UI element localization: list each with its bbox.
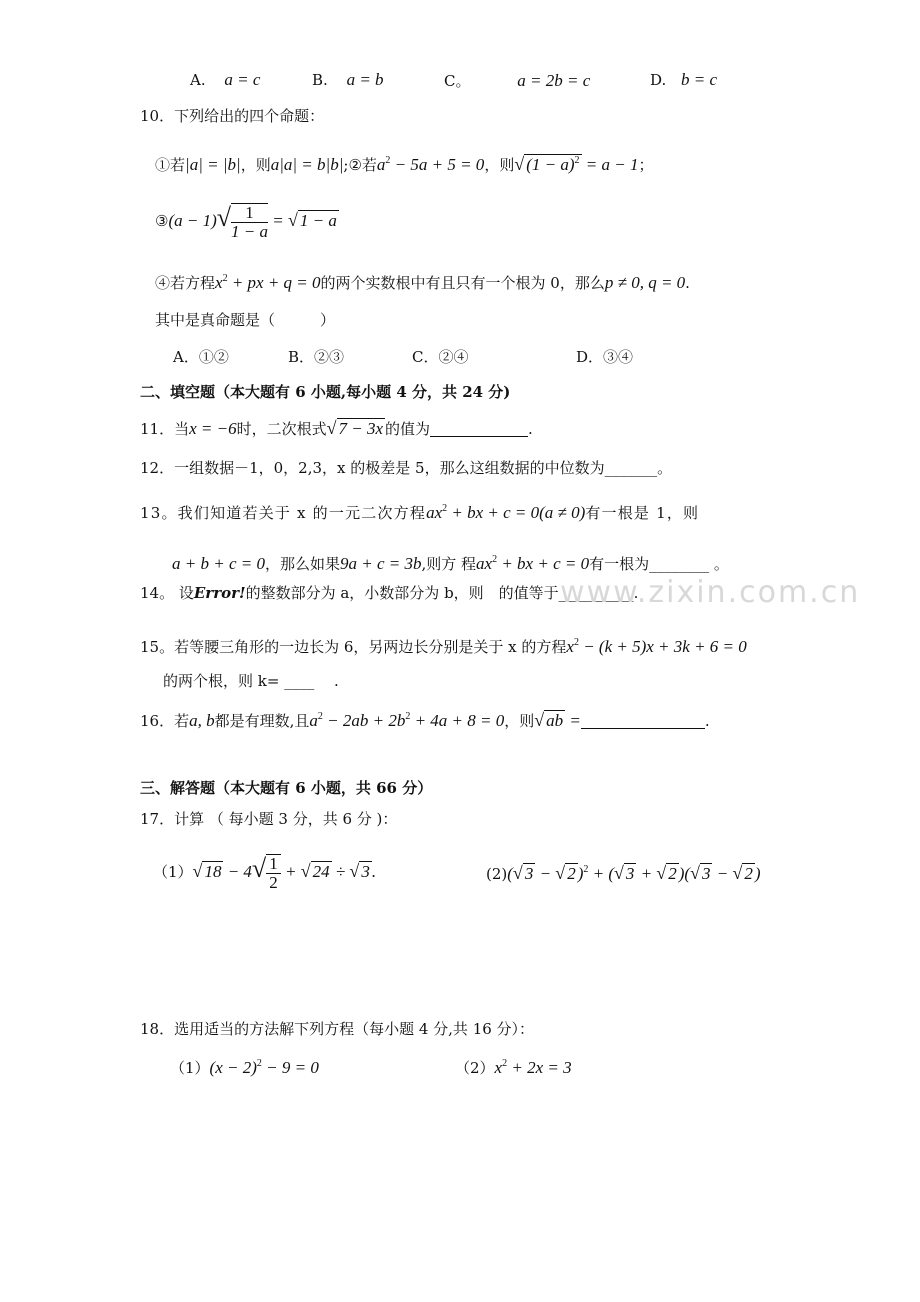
q10-p1-condition: |a| = |b| — [185, 155, 241, 174]
q10-p2-condition: $a^2 - 5a + 5 = 0$ — [376, 155, 485, 174]
q18-part-1 — [170, 1053, 319, 1079]
q17-part1-expr: √ 18 − 4√ $\frac{1}{2}$ + √ 24 ÷ √ 3 . — [192, 854, 377, 893]
q13-prefix: 13。我们知道若关于 x 的一元二次方程 — [140, 504, 427, 522]
q18-part2-equation: $x^2 + 2x = 3$ — [494, 1058, 572, 1077]
section-2-title: 二、填空题（本大题有 6 小题,每小题 4 分，共 24 分) — [140, 383, 511, 401]
q9-option-a — [190, 70, 260, 90]
q16-equation: $a^2 - 2ab + 2b^2 + 4a + 8 = 0$ — [309, 711, 505, 730]
q10-proposition-4: ④若方程$x^2$ + px + q = 0的两个实数根中有且只有一个根为 0，那么p ≠ 0, q = 0. — [155, 273, 690, 292]
q14-suffix: 的整数部分为 a，小数部分为 b，则 的值等于__________. — [245, 584, 639, 602]
q17-part2-label: (2) — [486, 865, 508, 883]
q12: 12．一组数据－1，0，2,3，x 的极差是 5，那么这组数据的中位数为_______。 — [140, 459, 673, 477]
q18-stem: 18．选用适当的方法解下列方程（每小题 4 分,共 16 分）： — [140, 1020, 535, 1038]
q10-p2-mid: ，则 — [484, 156, 515, 174]
q17-part2-expr: (√ 3 − √ 2 )$^2$ + (√ 3 + √ 2 )(√ 3 − √ 2 ) — [507, 863, 761, 883]
q11: 11．当x = −6时，二次根式√ 7 − 3x 的值为 . — [140, 418, 533, 438]
q16-radical: √ ab = — [534, 710, 581, 730]
watermark: www.zixin.com.cn — [560, 575, 861, 610]
q11-suffix: 的值为 — [385, 420, 431, 438]
q13-suffix: 有一根是 1，则 — [585, 504, 700, 522]
q18-part1-equation: $(x - 2)^2 - 9 = 0$ — [209, 1058, 319, 1077]
q15-equation: $x^2 - (k + 5)x + 3k + 6 = 0$ — [566, 637, 747, 656]
q10-option-c: C．②④ — [412, 348, 469, 366]
q13-sum: a + b + c = 0 — [172, 554, 265, 573]
q18-part2-label: （2） — [455, 1059, 495, 1077]
q10-option-a: A．①② — [173, 348, 229, 366]
q11-radical: √ 7 − 3x — [326, 418, 384, 438]
q9-option-d-label: D. — [650, 71, 667, 89]
q16-prefix: 16．若 — [140, 712, 190, 730]
q9-option-d — [650, 70, 717, 90]
q11-mid: 时，二次根式 — [236, 420, 327, 438]
q10-p4-equation: $x^2$ + px + q = 0 — [215, 273, 321, 292]
q10-proposition-1-2: ①若|a| = |b|，则a|a| = b|b|;②若$a^2 - 5a + 5 = 0$，则√ $(1 - a)^2 = a - 1$； — [155, 154, 654, 174]
q17-stem: 17．计算 （ 每小题 3 分，共 6 分 )： — [140, 810, 398, 828]
q9-option-c-label: C。 — [444, 72, 471, 90]
q13-line2-suffix: 有一根为________ 。 — [589, 555, 729, 573]
q17-part-2 — [486, 859, 761, 885]
q15-prefix: 15。若等腰三角形的一边长为 6，另两边长分别是关于 x 的方程 — [140, 638, 567, 656]
q10-stem: 10．下列给出的四个命题： — [140, 107, 325, 125]
q16-answer-blank[interactable] — [581, 712, 705, 729]
q10-p1-conclusion: a|a| = b|b| — [270, 155, 344, 174]
q18-part1-label: （1） — [170, 1059, 210, 1077]
q9-option-c — [444, 70, 590, 91]
q15-line-2: 的两个根，则 k= ____ . — [163, 672, 339, 690]
q9-option-b — [312, 70, 384, 90]
q10-p2-prefix: ②若 — [348, 156, 377, 174]
q9-option-a-label: A. — [190, 71, 206, 89]
q10-p4-mid: 的两个实数根中有且只有一个根为 0，那么 — [320, 274, 605, 292]
q16-vars: a, b — [189, 711, 215, 730]
section-3-title: 三、解答题（本大题有 6 小题，共 66 分） — [140, 779, 433, 797]
q10-option-d: D．③④ — [576, 348, 634, 366]
q13-line-2 — [172, 549, 729, 575]
q9-option-c-expr: a = 2b = c — [517, 71, 591, 90]
q9-option-a-expr: a = c — [224, 70, 261, 89]
q13-line2-mid: ，那么如果 — [264, 555, 340, 573]
q16-mid: 都是有理数,且 — [214, 712, 310, 730]
q10-question: 其中是真命题是（ ） — [155, 311, 336, 329]
q16: 16．若a, b都是有理数,且$a^2 - 2ab + 2b^2 + 4a + 8 = 0$，则√ ab = . — [140, 710, 710, 730]
q17-part1-label: （1） — [153, 863, 193, 881]
q9-option-b-expr: a = b — [346, 70, 384, 89]
q11-prefix: 11．当 — [140, 420, 190, 438]
q13-equation: $ax^2$ + bx + c = 0(a ≠ 0) — [426, 503, 586, 522]
q13-condition: 9a + c = 3b — [339, 554, 422, 573]
q11-answer-blank[interactable] — [430, 420, 528, 437]
q15-line-1 — [140, 632, 747, 658]
q13-line2-mid2: ,则方 程 — [421, 555, 477, 573]
q10-p2-conclusion: √ $(1 - a)^2 = a - 1$ — [514, 154, 639, 174]
q13-equation-2: $ax^2$ + bx + c = 0 — [476, 554, 590, 573]
q14-error-text: Error! — [193, 584, 246, 602]
q10-p3-prefix: ③ — [155, 212, 169, 230]
q10-p1-prefix: ①若 — [155, 156, 186, 174]
q10-p1-mid: ，则 — [240, 156, 271, 174]
q10-p3-expr: (a − 1)√ $\frac{1}{1 - a}$ = √ 1 − a — [168, 203, 337, 242]
q10-option-b: B．②③ — [288, 348, 345, 366]
q10-p4-conclusion: p ≠ 0, q = 0 — [604, 273, 686, 292]
q9-option-b-label: B. — [312, 71, 328, 89]
q14-prefix: 14。 设 — [140, 584, 194, 602]
q13-line-1 — [140, 498, 699, 524]
q10-p4-prefix: ④若方程 — [155, 274, 216, 292]
q10-proposition-3 — [155, 198, 339, 241]
q11-condition: x = −6 — [189, 419, 237, 438]
q17-part-1 — [153, 846, 376, 895]
q9-option-d-expr: b = c — [681, 70, 718, 89]
q18-part-2 — [455, 1053, 572, 1079]
q16-mid2: ，则 — [504, 712, 535, 730]
